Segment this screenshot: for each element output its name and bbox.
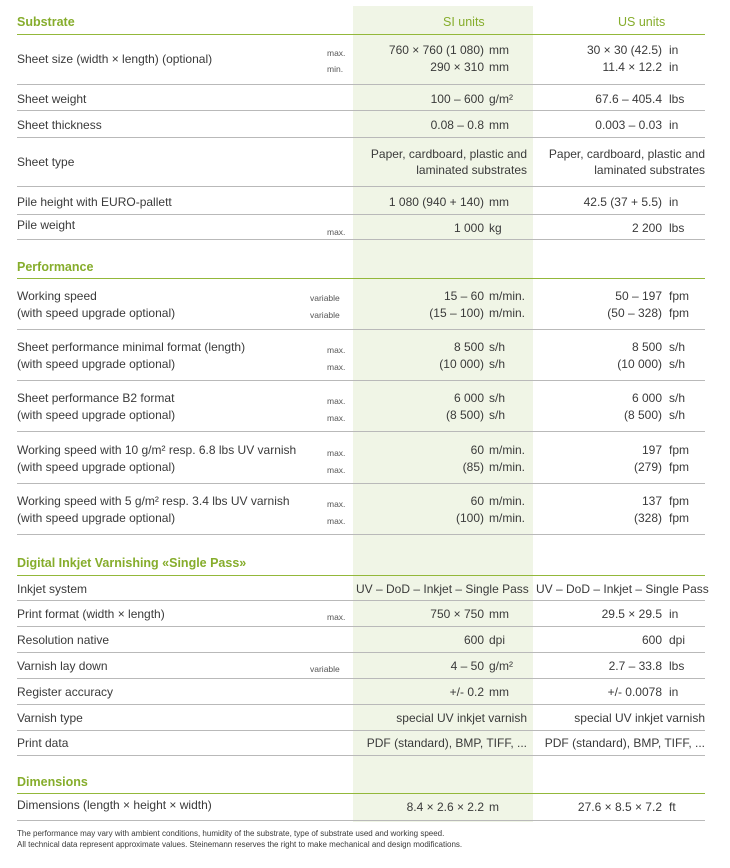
- row-divider: [17, 483, 705, 484]
- us-unit: fpm: [669, 494, 690, 508]
- si-value: (15 – 100): [429, 306, 484, 320]
- us-value: 2.7 – 33.8: [608, 659, 662, 673]
- si-value: +/- 0.2: [449, 685, 484, 699]
- row-divider: [17, 755, 705, 756]
- qualifier-max: max.: [327, 396, 346, 406]
- si-unit: s/h: [489, 357, 506, 371]
- row-label-inkjet-system: Inkjet system: [17, 582, 88, 596]
- us-value: special UV inkjet varnish: [574, 711, 705, 725]
- us-unit: fpm: [669, 443, 690, 457]
- si-value: (8 500): [445, 408, 484, 422]
- si-value: 60: [470, 494, 484, 508]
- us-value: 29.5 × 29.5: [601, 607, 662, 621]
- column-header-us: US units: [618, 15, 666, 29]
- row-divider: [17, 380, 705, 381]
- si-value: 600: [463, 633, 484, 647]
- section-rule: [17, 575, 705, 576]
- section-title-dimensions: Dimensions: [17, 775, 88, 789]
- qualifier-max: max.: [327, 345, 346, 355]
- us-unit: in: [669, 607, 679, 621]
- qualifier-variable: variable: [310, 293, 340, 303]
- qualifier-min: min.: [327, 64, 344, 74]
- si-unit: mm: [489, 60, 509, 74]
- si-value: PDF (standard), BMP, TIFF, ...: [366, 736, 527, 750]
- row-label-speed-5g: Working speed with 5 g/m² resp. 3.4 lbs UV varnish: [17, 494, 290, 508]
- si-value: 1 080 (940 + 140): [388, 195, 484, 209]
- row-label-print-format: Print format (width × length): [17, 607, 165, 621]
- si-unit: m/min.: [489, 460, 525, 474]
- row-divider: [17, 329, 705, 330]
- si-unit: mm: [489, 607, 509, 621]
- us-value: 30 × 30 (42.5): [586, 43, 662, 57]
- us-unit: in: [669, 60, 679, 74]
- row-label-sheet-weight: Sheet weight: [17, 92, 87, 106]
- row-divider: [17, 431, 705, 432]
- us-unit: dpi: [669, 633, 686, 647]
- row-label-resolution: Resolution native: [17, 633, 110, 647]
- qualifier-max: max.: [327, 516, 346, 526]
- us-unit: in: [669, 43, 679, 57]
- row-divider: [17, 186, 705, 187]
- si-value: 760 × 760 (1 080): [388, 43, 484, 57]
- si-value: 1 000: [453, 221, 484, 235]
- si-value: 0.08 – 0.8: [430, 118, 484, 132]
- us-value: Paper, cardboard, plastic and: [548, 147, 705, 161]
- footnote-disclaimer: All technical data represent approximate values. Steinemann reserves the right to make mechanical and design modifications.: [17, 840, 463, 849]
- row-divider: [17, 214, 705, 215]
- si-unit: g/m²: [489, 659, 513, 673]
- row-divider: [17, 704, 705, 705]
- us-value: 67.6 – 405.4: [595, 92, 662, 106]
- qualifier-max: max.: [327, 362, 346, 372]
- si-value: (100): [455, 511, 484, 525]
- row-label-varnish-type: Varnish type: [17, 711, 83, 725]
- us-unit: fpm: [669, 511, 690, 525]
- si-value: (10 000): [439, 357, 484, 371]
- row-divider: [17, 110, 705, 111]
- us-value: 197: [641, 443, 662, 457]
- us-value: +/- 0.0078: [607, 685, 662, 699]
- si-unit: mm: [489, 118, 509, 132]
- row-divider: [17, 652, 705, 653]
- us-value: (50 – 328): [607, 306, 662, 320]
- si-value: 8 500: [453, 340, 484, 354]
- row-divider: [17, 626, 705, 627]
- us-value: 600: [641, 633, 662, 647]
- us-unit: s/h: [669, 340, 686, 354]
- us-unit: lbs: [669, 659, 685, 673]
- si-value: 100 – 600: [430, 92, 484, 106]
- si-unit: m/min.: [489, 511, 525, 525]
- si-unit: s/h: [489, 391, 506, 405]
- si-value: laminated substrates: [416, 163, 527, 177]
- si-unit: mm: [489, 195, 509, 209]
- us-unit: in: [669, 118, 679, 132]
- si-unit: m/min.: [489, 494, 525, 508]
- qualifier-max: max.: [327, 227, 346, 237]
- us-value: 11.4 × 12.2: [602, 60, 662, 74]
- us-value: 27.6 × 8.5 × 7.2: [577, 800, 662, 814]
- section-rule: [17, 278, 705, 279]
- row-label-print-data: Print data: [17, 736, 69, 750]
- row-divider: [17, 820, 705, 821]
- us-value: 6 000: [631, 391, 662, 405]
- row-divider: [17, 600, 705, 601]
- us-value: 0.003 – 0.03: [595, 118, 662, 132]
- si-value: 6 000: [453, 391, 484, 405]
- section-title-performance: Performance: [17, 260, 94, 274]
- si-value: Paper, cardboard, plastic and: [370, 147, 527, 161]
- row-label-perf-minimal: Sheet performance minimal format (length): [17, 340, 246, 354]
- si-value: (85): [462, 460, 484, 474]
- row-divider: [17, 84, 705, 85]
- footnote-performance: The performance may vary with ambient conditions, humidity of the substrate, type of substrate used and working speed.: [17, 829, 445, 838]
- si-value: 290 × 310: [430, 60, 484, 74]
- section-rule: [17, 793, 705, 794]
- si-unit: mm: [489, 685, 509, 699]
- us-value: PDF (standard), BMP, TIFF, ...: [544, 736, 705, 750]
- us-value: 8 500: [631, 340, 662, 354]
- row-label-perf-b2: Sheet performance B2 format: [17, 391, 175, 405]
- row-divider: [17, 534, 705, 535]
- row-label-pile-height: Pile height with EURO-pallett: [17, 195, 172, 209]
- qualifier-max: max.: [327, 465, 346, 475]
- us-unit: fpm: [669, 289, 690, 303]
- si-value: UV – DoD – Inkjet – Single Pass: [356, 582, 529, 596]
- us-unit: s/h: [669, 391, 686, 405]
- us-unit: in: [669, 195, 679, 209]
- si-value: 8.4 × 2.6 × 2.2: [406, 800, 484, 814]
- row-label-pile-weight: Pile weight: [17, 218, 76, 232]
- us-value: (328): [633, 511, 662, 525]
- column-header-si: SI units: [443, 15, 485, 29]
- si-unit: m/min.: [489, 289, 525, 303]
- us-value: (10 000): [617, 357, 662, 371]
- qualifier-variable: variable: [310, 664, 340, 674]
- row-divider: [17, 730, 705, 731]
- si-value: 4 – 50: [450, 659, 484, 673]
- si-unit: dpi: [489, 633, 506, 647]
- si-value: 60: [470, 443, 484, 457]
- row-label-working-speed: Working speed: [17, 289, 97, 303]
- qualifier-max: max.: [327, 612, 346, 622]
- qualifier-max: max.: [327, 499, 346, 509]
- qualifier-variable: variable: [310, 310, 340, 320]
- row-label-upgrade: (with speed upgrade optional): [17, 357, 176, 371]
- row-label-upgrade: (with speed upgrade optional): [17, 511, 176, 525]
- row-label-sheet-size: Sheet size (width × length) (optional): [17, 52, 213, 66]
- us-value: 50 – 197: [615, 289, 662, 303]
- row-label-upgrade: (with speed upgrade optional): [17, 460, 176, 474]
- us-value: 2 200: [631, 221, 662, 235]
- si-unit: s/h: [489, 408, 506, 422]
- us-unit: s/h: [669, 357, 686, 371]
- si-value: special UV inkjet varnish: [396, 711, 527, 725]
- si-unit: m/min.: [489, 306, 525, 320]
- si-unit: m/min.: [489, 443, 525, 457]
- row-label-sheet-type: Sheet type: [17, 155, 75, 169]
- qualifier-max: max.: [327, 413, 346, 423]
- si-unit: s/h: [489, 340, 506, 354]
- us-unit: fpm: [669, 460, 690, 474]
- si-unit: g/m²: [489, 92, 513, 106]
- us-value: laminated substrates: [594, 163, 705, 177]
- row-divider: [17, 137, 705, 138]
- section-title-substrate: Substrate: [17, 15, 75, 29]
- section-title-inkjet: Digital Inkjet Varnishing «Single Pass»: [17, 556, 247, 570]
- row-label-upgrade: (with speed upgrade optional): [17, 306, 176, 320]
- us-value: 137: [641, 494, 662, 508]
- si-unit: kg: [489, 221, 502, 235]
- qualifier-max: max.: [327, 448, 346, 458]
- row-divider: [17, 239, 705, 240]
- row-label-sheet-thickness: Sheet thickness: [17, 118, 102, 132]
- row-label-dimensions: Dimensions (length × height × width): [17, 798, 212, 812]
- row-label-register: Register accuracy: [17, 685, 114, 699]
- us-value: 42.5 (37 + 5.5): [583, 195, 662, 209]
- us-unit: ft: [669, 800, 676, 814]
- us-value: UV – DoD – Inkjet – Single Pass: [536, 582, 709, 596]
- row-label-varnish-lay: Varnish lay down: [17, 659, 108, 673]
- us-value: (279): [633, 460, 662, 474]
- us-unit: in: [669, 685, 679, 699]
- us-unit: s/h: [669, 408, 686, 422]
- row-label-speed-10g: Working speed with 10 g/m² resp. 6.8 lbs UV varnish: [17, 443, 297, 457]
- si-unit: m: [489, 800, 499, 814]
- section-rule: [17, 34, 705, 35]
- us-unit: lbs: [669, 221, 685, 235]
- si-unit: mm: [489, 43, 509, 57]
- qualifier-max: max.: [327, 48, 346, 58]
- si-value: 750 × 750: [430, 607, 484, 621]
- row-label-upgrade: (with speed upgrade optional): [17, 408, 176, 422]
- us-unit: fpm: [669, 306, 690, 320]
- row-divider: [17, 678, 705, 679]
- us-value: (8 500): [623, 408, 662, 422]
- si-value: 15 – 60: [443, 289, 484, 303]
- us-unit: lbs: [669, 92, 685, 106]
